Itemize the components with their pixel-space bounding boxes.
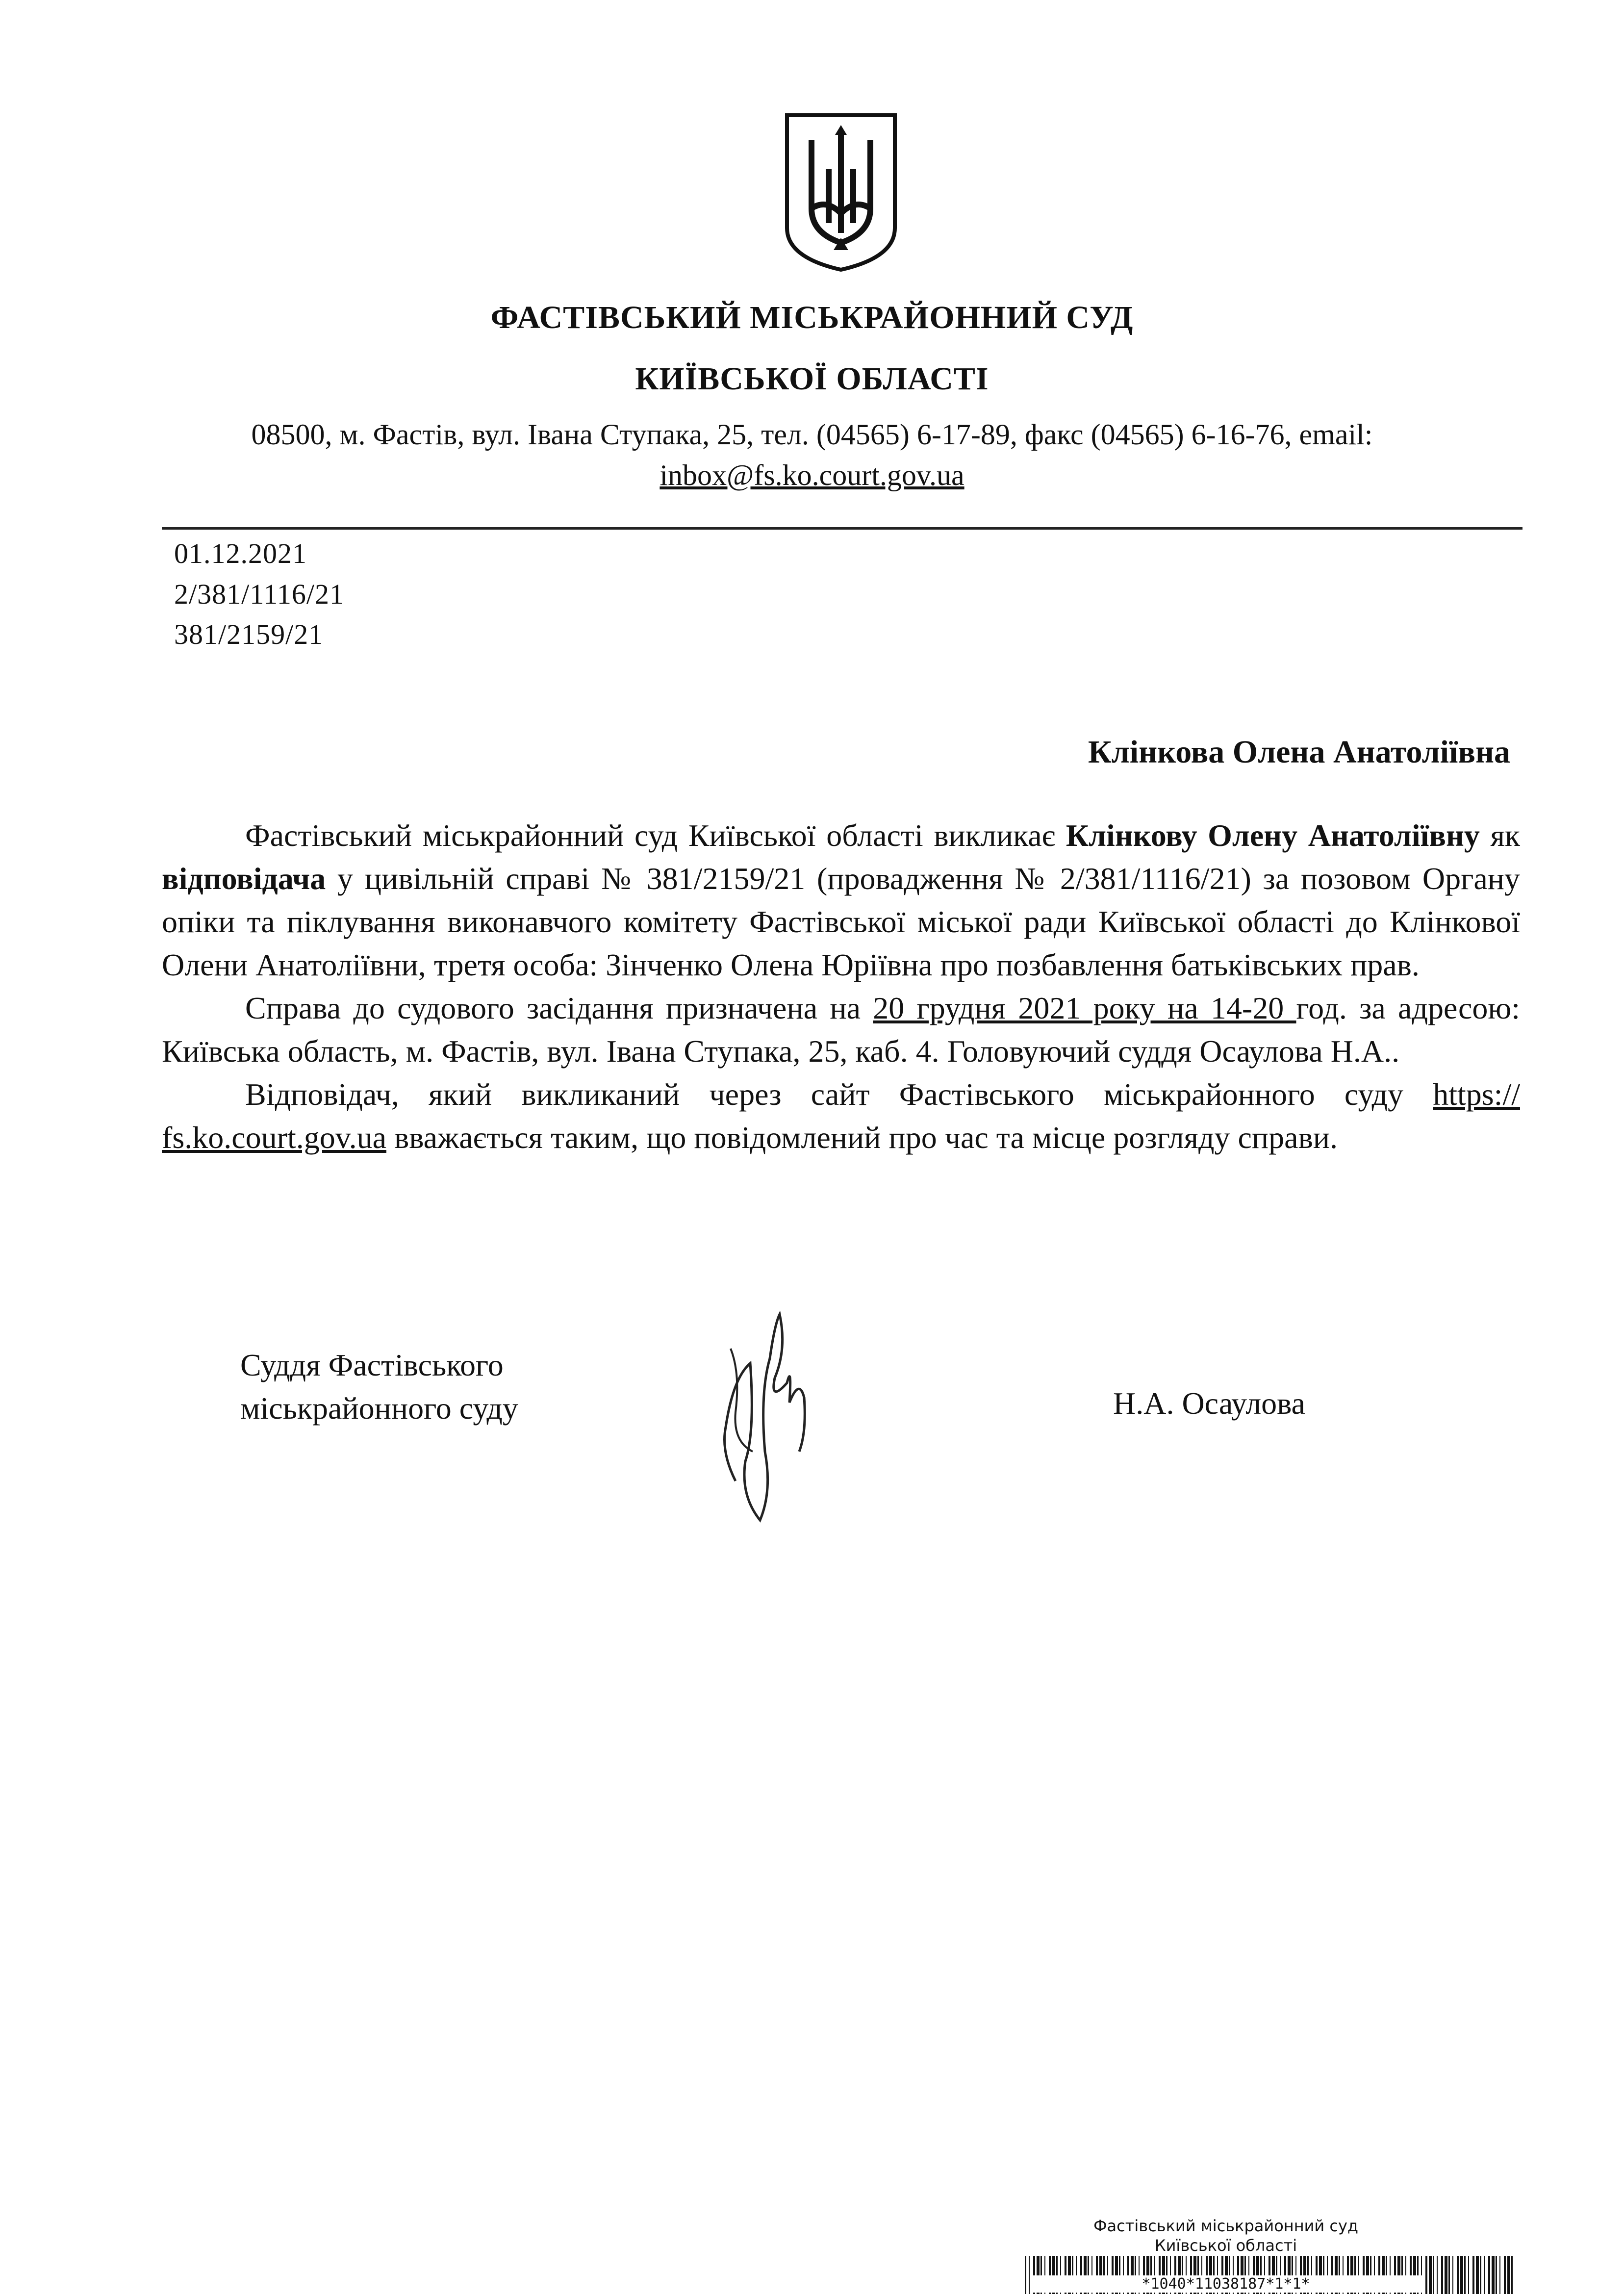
barcode-number: *1040*11038187*1*1* [1030, 2275, 1422, 2293]
summons-paragraph-3 [162, 1073, 1520, 1159]
summons-paragraph-1 [162, 814, 1520, 987]
court-address: 08500, м. Фастів, вул. Івана Ступака, 25, тел. (04565) 6-17-89, факс (04565) 6-16-76, email: [251, 418, 1373, 451]
judge-title-line1: Суддя Фастівського [240, 1348, 504, 1382]
paragraph-text: год. за адресою: Київська область, м. Фастів, вул. Івана Ступака, 25, каб. 4. Головуючий суддя Осаулова Н.А.. [162, 991, 1521, 1069]
court-email-line [0, 459, 1624, 492]
proceeding-number: 2/381/1116/21 [174, 578, 345, 610]
court-email-link[interactable]: inbox@fs.ko.court.gov.ua [660, 459, 964, 491]
paragraph-text: Фастівський міськрайонний суд Київської області викликає [245, 818, 1066, 853]
document-date: 01.12.2021 [174, 537, 307, 569]
footer-court-name: Фастівський міськрайонний суд [1093, 2217, 1359, 2235]
court-region: КИЇВСЬКОЇ ОБЛАСТІ [635, 361, 989, 397]
defendant-name: Клінкову Олену Анатоліївну [1066, 818, 1480, 853]
judge-name: Н.А. Осаулова [1113, 1386, 1305, 1421]
recipient-name: Клінкова Олена Анатоліївна [1088, 734, 1510, 770]
hearing-datetime: 20 грудня 2021 року на 14-20 [873, 991, 1296, 1025]
court-name: ФАСТІВСЬКИЙ МІСЬКРАЙОННИЙ СУД [490, 300, 1134, 335]
handwritten-signature [706, 1304, 824, 1530]
paragraph-text: у цивільній справі № 381/2159/21 (провадження № 2/381/1116/21) за позовом Органу опіки та піклування виконавчого комітету Фастівської міської ради Київської області до Клінкової Олени Анатоліївни, третя особа: Зінченко Олена Юріївна про позбавлення батьківських прав. [162, 861, 1520, 982]
paragraph-text: як [1479, 818, 1521, 853]
header-divider [162, 527, 1522, 530]
footer-court-region: Київської області [1154, 2236, 1297, 2255]
paragraph-text: Справа до судового засідання призначена на [245, 991, 873, 1025]
court-website-link[interactable]: https:// fs.ko.court.gov.ua [162, 1077, 1520, 1155]
paragraph-text: вважається таким, що повідомлений про час та місце розгляду справи. [386, 1120, 1338, 1155]
coat-of-arms-icon [782, 110, 900, 275]
summons-paragraph-2 [162, 987, 1520, 1073]
summons-body [162, 814, 1520, 1159]
judge-title [240, 1344, 518, 1430]
paragraph-text: Відповідач, який викликаний через сайт Фастівського міськрайонного суду [245, 1077, 1433, 1112]
case-number: 381/2159/21 [174, 618, 324, 650]
defendant-role: відповідача [162, 861, 326, 896]
judge-title-line2: міськрайонного суду [240, 1391, 518, 1426]
